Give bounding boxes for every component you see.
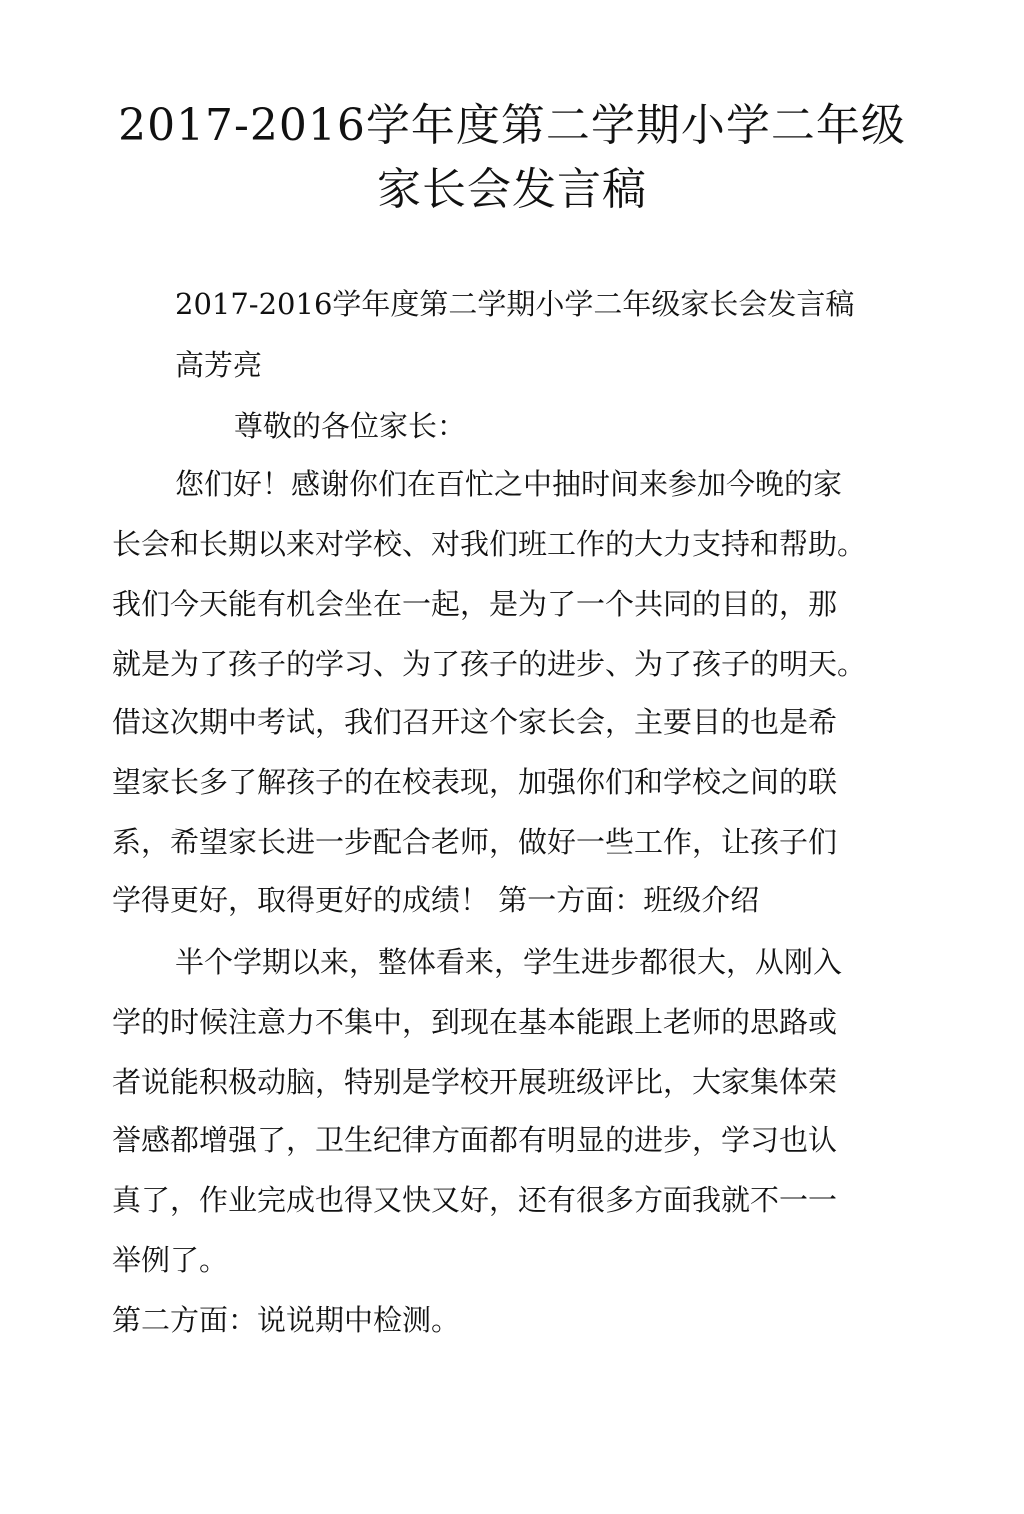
paragraph-2-line: 真了，作业完成也得又快又好，还有很多方面我就不一一 bbox=[112, 1183, 838, 1217]
author-name: 高芳亮 bbox=[175, 348, 263, 382]
paragraph-1-line: 我们今天能有机会坐在一起，是为了一个共同的目的，那 bbox=[112, 587, 838, 621]
paragraph-1-line: 您们好！感谢你们在百忙之中抽时间来参加今晚的家 bbox=[175, 467, 843, 501]
section-2-heading: 第二方面：说说期中检测。 bbox=[112, 1303, 461, 1337]
paragraph-2-line: 举例了。 bbox=[112, 1243, 229, 1277]
salutation: 尊敬的各位家长： bbox=[234, 409, 467, 443]
document-title-line-1: 2017-2016学年度第二学期小学二年级 bbox=[118, 100, 906, 151]
paragraph-1-line: 就是为了孩子的学习、为了孩子的进步、为了孩子的明天。 bbox=[112, 647, 867, 681]
paragraph-2-line: 者说能积极动脑，特别是学校开展班级评比，大家集体荣 bbox=[112, 1065, 838, 1099]
document-title-line-2: 家长会发言稿 bbox=[377, 164, 647, 215]
paragraph-2-line: 半个学期以来，整体看来，学生进步都很大，从刚入 bbox=[175, 945, 843, 979]
paragraph-2-line: 学的时候注意力不集中，到现在基本能跟上老师的思路或 bbox=[112, 1005, 838, 1039]
subtitle: 2017-2016学年度第二学期小学二年级家长会发言稿 bbox=[175, 287, 855, 321]
paragraph-1-line: 系，希望家长进一步配合老师，做好一些工作，让孩子们 bbox=[112, 825, 838, 859]
paragraph-1-line: 长会和长期以来对学校、对我们班工作的大力支持和帮助。 bbox=[112, 527, 867, 561]
paragraph-1-line: 借这次期中考试，我们召开这个家长会，主要目的也是希 bbox=[112, 705, 838, 739]
paragraph-1-line: 望家长多了解孩子的在校表现，加强你们和学校之间的联 bbox=[112, 765, 838, 799]
paragraph-2-line: 誉感都增强了，卫生纪律方面都有明显的进步，学习也认 bbox=[112, 1123, 838, 1157]
paragraph-1-line: 学得更好，取得更好的成绩！ 第一方面：班级介绍 bbox=[112, 883, 760, 917]
